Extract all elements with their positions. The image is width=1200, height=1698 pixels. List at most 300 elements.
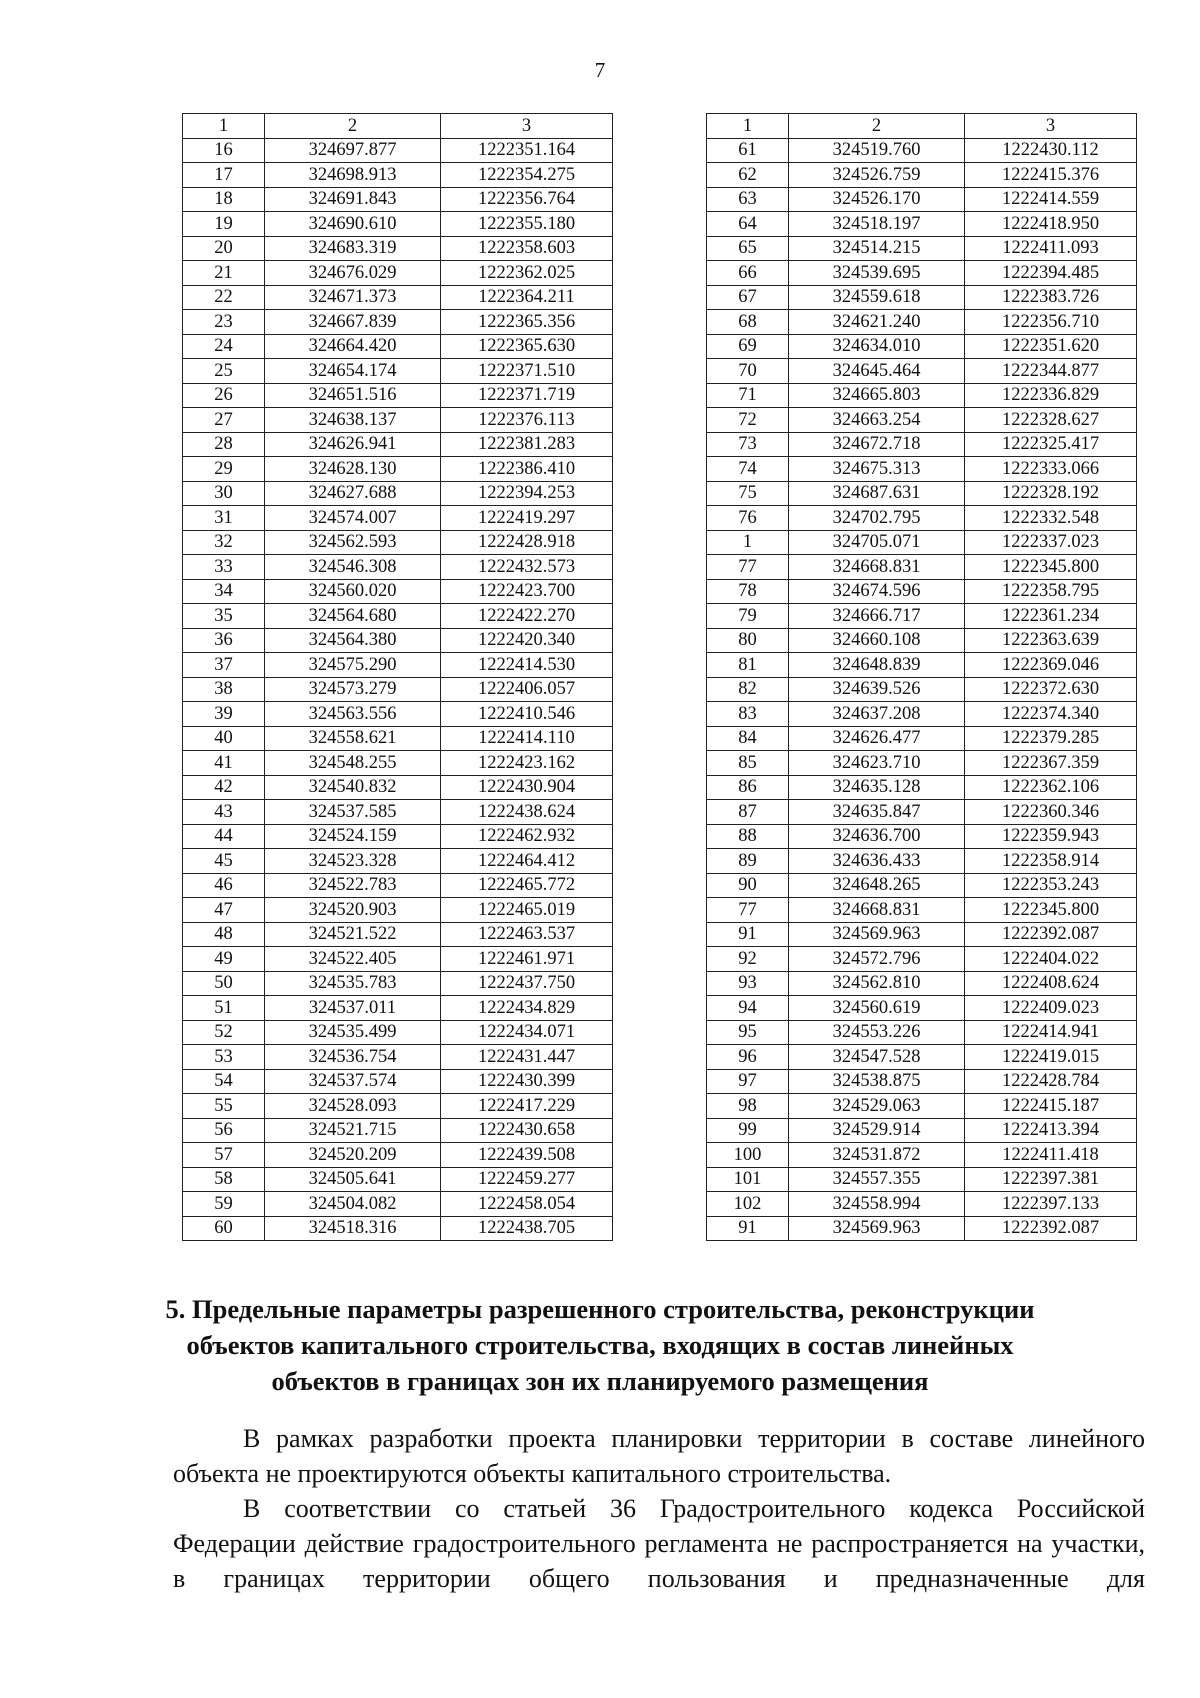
table-row <box>183 261 613 286</box>
coordinate-x: 324560.619 <box>789 996 965 1021</box>
coordinate-x: 324635.128 <box>789 775 965 800</box>
table-row <box>183 971 613 996</box>
coordinate-y: 1222417.229 <box>441 1094 613 1119</box>
point-number: 67 <box>707 285 789 310</box>
coordinate-x: 324636.700 <box>789 824 965 849</box>
coordinate-x: 324621.240 <box>789 310 965 335</box>
point-number: 70 <box>707 359 789 384</box>
point-number: 94 <box>707 996 789 1021</box>
coordinate-x: 324528.093 <box>265 1094 441 1119</box>
point-number: 57 <box>183 1143 265 1168</box>
coordinate-x: 324520.903 <box>265 898 441 923</box>
coordinate-x: 324672.718 <box>789 432 965 457</box>
coordinate-x: 324648.839 <box>789 653 965 678</box>
coordinate-y: 1222458.054 <box>441 1192 613 1217</box>
section-heading-line: объектов в границах зон их планируемого размещения <box>271 1366 929 1396</box>
coordinate-y: 1222418.950 <box>965 212 1137 237</box>
coordinate-y: 1222364.211 <box>441 285 613 310</box>
coordinate-x: 324535.783 <box>265 971 441 996</box>
coordinate-y: 1222415.376 <box>965 163 1137 188</box>
point-number: 69 <box>707 334 789 359</box>
table-row <box>707 506 1137 531</box>
table-row <box>183 212 613 237</box>
coordinate-y: 1222376.113 <box>441 408 613 433</box>
point-number: 55 <box>183 1094 265 1119</box>
table-row <box>183 775 613 800</box>
point-number: 74 <box>707 457 789 482</box>
coordinate-x: 324664.420 <box>265 334 441 359</box>
coordinate-y: 1222365.356 <box>441 310 613 335</box>
coordinate-x: 324504.082 <box>265 1192 441 1217</box>
table-row <box>183 1167 613 1192</box>
point-number: 35 <box>183 604 265 629</box>
coordinate-x: 324562.593 <box>265 530 441 555</box>
point-number: 34 <box>183 579 265 604</box>
point-number: 47 <box>183 898 265 923</box>
coordinate-y: 1222345.800 <box>965 898 1137 923</box>
table-row <box>707 1118 1137 1143</box>
table-row <box>707 408 1137 433</box>
coordinate-x: 324651.516 <box>265 383 441 408</box>
coordinate-x: 324635.847 <box>789 800 965 825</box>
table-row <box>183 873 613 898</box>
point-number: 86 <box>707 775 789 800</box>
point-number: 102 <box>707 1192 789 1217</box>
coordinate-y: 1222410.546 <box>441 702 613 727</box>
point-number: 38 <box>183 677 265 702</box>
point-number: 91 <box>707 922 789 947</box>
coordinate-y: 1222414.110 <box>441 726 613 751</box>
coordinate-y: 1222381.283 <box>441 432 613 457</box>
point-number: 79 <box>707 604 789 629</box>
point-number: 40 <box>183 726 265 751</box>
coordinate-x: 324529.914 <box>789 1118 965 1143</box>
coordinate-x: 324538.875 <box>789 1069 965 1094</box>
point-number: 56 <box>183 1118 265 1143</box>
table-row <box>707 383 1137 408</box>
point-number: 45 <box>183 849 265 874</box>
point-number: 21 <box>183 261 265 286</box>
point-number: 65 <box>707 236 789 261</box>
coordinate-x: 324665.803 <box>789 383 965 408</box>
coordinate-x: 324628.130 <box>265 457 441 482</box>
point-number: 24 <box>183 334 265 359</box>
coordinate-x: 324505.641 <box>265 1167 441 1192</box>
paragraph: В рамках разработки проекта планировки территории в составе линейного объекта не проектируются объекты капитального строительства. <box>173 1424 1145 1488</box>
point-number: 37 <box>183 653 265 678</box>
point-number: 22 <box>183 285 265 310</box>
coordinate-x: 324546.308 <box>265 555 441 580</box>
coordinate-x: 324683.319 <box>265 236 441 261</box>
coordinate-y: 1222414.559 <box>965 187 1137 212</box>
coordinate-y: 1222344.877 <box>965 359 1137 384</box>
point-number: 82 <box>707 677 789 702</box>
table-row <box>707 261 1137 286</box>
table-row <box>707 579 1137 604</box>
table-row <box>707 751 1137 776</box>
table-header-row <box>707 114 1137 139</box>
coordinate-x: 324526.170 <box>789 187 965 212</box>
table-row <box>707 212 1137 237</box>
table-row <box>183 702 613 727</box>
table-row <box>707 922 1137 947</box>
table-row <box>183 163 613 188</box>
coordinate-x: 324522.405 <box>265 947 441 972</box>
coordinate-y: 1222408.624 <box>965 971 1137 996</box>
coordinate-y: 1222414.941 <box>965 1020 1137 1045</box>
table-row <box>707 604 1137 629</box>
point-number: 92 <box>707 947 789 972</box>
coordinate-y: 1222432.573 <box>441 555 613 580</box>
table-row <box>707 800 1137 825</box>
section-heading <box>150 1291 1050 1399</box>
point-number: 77 <box>707 555 789 580</box>
point-number: 30 <box>183 481 265 506</box>
coordinate-x: 324569.963 <box>789 1216 965 1241</box>
coordinate-x: 324558.621 <box>265 726 441 751</box>
point-number: 85 <box>707 751 789 776</box>
coordinate-y: 1222371.510 <box>441 359 613 384</box>
table-row <box>707 236 1137 261</box>
table-row <box>707 1192 1137 1217</box>
column-header: 1 <box>707 114 789 139</box>
table-row <box>183 604 613 629</box>
table-row <box>183 334 613 359</box>
point-number: 96 <box>707 1045 789 1070</box>
table-row <box>183 579 613 604</box>
coordinate-y: 1222463.537 <box>441 922 613 947</box>
coordinate-x: 324636.433 <box>789 849 965 874</box>
coordinate-y: 1222414.530 <box>441 653 613 678</box>
coordinate-x: 324540.832 <box>265 775 441 800</box>
point-number: 63 <box>707 187 789 212</box>
point-number: 59 <box>183 1192 265 1217</box>
coordinate-x: 324654.174 <box>265 359 441 384</box>
coordinate-x: 324523.328 <box>265 849 441 874</box>
point-number: 88 <box>707 824 789 849</box>
coordinate-x: 324539.695 <box>789 261 965 286</box>
table-row <box>183 1045 613 1070</box>
coordinate-x: 324559.618 <box>789 285 965 310</box>
coordinate-y: 1222411.418 <box>965 1143 1137 1168</box>
table-row <box>183 236 613 261</box>
coordinate-y: 1222374.340 <box>965 702 1137 727</box>
body-text <box>173 1421 1145 1596</box>
coordinate-x: 324702.795 <box>789 506 965 531</box>
coordinate-x: 324564.680 <box>265 604 441 629</box>
coordinate-x: 324698.913 <box>265 163 441 188</box>
table-row <box>707 873 1137 898</box>
table-row <box>183 824 613 849</box>
point-number: 87 <box>707 800 789 825</box>
point-number: 72 <box>707 408 789 433</box>
point-number: 62 <box>707 163 789 188</box>
coordinate-x: 324521.715 <box>265 1118 441 1143</box>
coordinate-x: 324522.783 <box>265 873 441 898</box>
coordinate-x: 324663.254 <box>789 408 965 433</box>
coordinate-x: 324547.528 <box>789 1045 965 1070</box>
coordinate-y: 1222428.918 <box>441 530 613 555</box>
point-number: 46 <box>183 873 265 898</box>
point-number: 50 <box>183 971 265 996</box>
point-number: 23 <box>183 310 265 335</box>
coordinate-y: 1222365.630 <box>441 334 613 359</box>
point-number: 75 <box>707 481 789 506</box>
coordinate-x: 324518.197 <box>789 212 965 237</box>
coordinate-y: 1222333.066 <box>965 457 1137 482</box>
point-number: 81 <box>707 653 789 678</box>
coordinate-x: 324637.208 <box>789 702 965 727</box>
point-number: 26 <box>183 383 265 408</box>
table-row <box>707 824 1137 849</box>
point-number: 52 <box>183 1020 265 1045</box>
point-number: 54 <box>183 1069 265 1094</box>
coordinate-y: 1222351.620 <box>965 334 1137 359</box>
point-number: 1 <box>707 530 789 555</box>
point-number: 33 <box>183 555 265 580</box>
point-number: 36 <box>183 628 265 653</box>
coordinate-x: 324690.610 <box>265 212 441 237</box>
table-row <box>707 285 1137 310</box>
coordinate-x: 324705.071 <box>789 530 965 555</box>
coordinate-x: 324666.717 <box>789 604 965 629</box>
coordinate-y: 1222392.087 <box>965 922 1137 947</box>
point-number: 80 <box>707 628 789 653</box>
table-row <box>183 408 613 433</box>
table-row <box>707 163 1137 188</box>
point-number: 93 <box>707 971 789 996</box>
table-row <box>183 1143 613 1168</box>
coordinate-y: 1222409.023 <box>965 996 1137 1021</box>
table-row <box>707 334 1137 359</box>
coordinate-x: 324526.759 <box>789 163 965 188</box>
coordinate-y: 1222411.093 <box>965 236 1137 261</box>
coordinate-x: 324521.522 <box>265 922 441 947</box>
table-row <box>183 947 613 972</box>
point-number: 42 <box>183 775 265 800</box>
coordinate-x: 324557.355 <box>789 1167 965 1192</box>
table-row <box>183 800 613 825</box>
coordinate-x: 324638.137 <box>265 408 441 433</box>
coordinate-x: 324548.255 <box>265 751 441 776</box>
table-row <box>707 310 1137 335</box>
coordinate-x: 324518.316 <box>265 1216 441 1241</box>
coordinate-x: 324537.011 <box>265 996 441 1021</box>
coordinate-x: 324572.796 <box>789 947 965 972</box>
point-number: 17 <box>183 163 265 188</box>
coordinate-y: 1222367.359 <box>965 751 1137 776</box>
page-number: 7 <box>594 58 606 82</box>
coordinate-y: 1222356.764 <box>441 187 613 212</box>
section-heading-line: 5. Предельные параметры разрешенного строительства, реконструкции <box>165 1294 1035 1324</box>
coordinate-x: 324667.839 <box>265 310 441 335</box>
coordinate-y: 1222394.485 <box>965 261 1137 286</box>
coordinate-y: 1222430.658 <box>441 1118 613 1143</box>
coordinate-x: 324627.688 <box>265 481 441 506</box>
coordinate-y: 1222413.394 <box>965 1118 1137 1143</box>
coordinate-y: 1222369.046 <box>965 653 1137 678</box>
coordinate-y: 1222438.705 <box>441 1216 613 1241</box>
point-number: 61 <box>707 138 789 163</box>
point-number: 29 <box>183 457 265 482</box>
coordinate-x: 324675.313 <box>789 457 965 482</box>
table-row <box>183 1118 613 1143</box>
table-row <box>707 653 1137 678</box>
table-row <box>707 1045 1137 1070</box>
point-number: 66 <box>707 261 789 286</box>
point-number: 90 <box>707 873 789 898</box>
table-row <box>707 1216 1137 1241</box>
table-row <box>707 187 1137 212</box>
point-number: 60 <box>183 1216 265 1241</box>
point-number: 18 <box>183 187 265 212</box>
point-number: 58 <box>183 1167 265 1192</box>
coordinate-y: 1222439.508 <box>441 1143 613 1168</box>
table-row <box>183 383 613 408</box>
coordinate-y: 1222332.548 <box>965 506 1137 531</box>
coordinate-y: 1222462.932 <box>441 824 613 849</box>
coordinate-x: 324691.843 <box>265 187 441 212</box>
coordinate-y: 1222392.087 <box>965 1216 1137 1241</box>
coordinate-x: 324574.007 <box>265 506 441 531</box>
coordinate-x: 324520.209 <box>265 1143 441 1168</box>
coordinate-y: 1222337.023 <box>965 530 1137 555</box>
point-number: 98 <box>707 1094 789 1119</box>
point-number: 99 <box>707 1118 789 1143</box>
coordinate-y: 1222437.750 <box>441 971 613 996</box>
table-row <box>183 432 613 457</box>
table-row <box>707 1094 1137 1119</box>
coordinate-y: 1222354.275 <box>441 163 613 188</box>
coordinate-x: 324569.963 <box>789 922 965 947</box>
coordinate-y: 1222430.112 <box>965 138 1137 163</box>
table-row <box>183 751 613 776</box>
coordinate-y: 1222430.399 <box>441 1069 613 1094</box>
coordinate-y: 1222353.243 <box>965 873 1137 898</box>
coordinate-y: 1222465.772 <box>441 873 613 898</box>
coordinate-x: 324564.380 <box>265 628 441 653</box>
coordinate-y: 1222434.071 <box>441 1020 613 1045</box>
coordinate-y: 1222386.410 <box>441 457 613 482</box>
point-number: 83 <box>707 702 789 727</box>
table-row <box>707 726 1137 751</box>
coordinate-y: 1222383.726 <box>965 285 1137 310</box>
coordinate-y: 1222430.904 <box>441 775 613 800</box>
coordinate-y: 1222356.710 <box>965 310 1137 335</box>
table-row <box>183 922 613 947</box>
coordinate-x: 324660.108 <box>789 628 965 653</box>
coordinate-y: 1222363.639 <box>965 628 1137 653</box>
table-row <box>707 775 1137 800</box>
section-heading-line: объектов капитального строительства, входящих в состав линейных <box>186 1330 1014 1360</box>
table-row <box>183 138 613 163</box>
point-number: 49 <box>183 947 265 972</box>
coordinate-y: 1222358.914 <box>965 849 1137 874</box>
coordinate-y: 1222394.253 <box>441 481 613 506</box>
point-number: 100 <box>707 1143 789 1168</box>
coordinates-table-left <box>182 113 613 1241</box>
point-number: 77 <box>707 898 789 923</box>
coordinate-y: 1222336.829 <box>965 383 1137 408</box>
table-row <box>183 457 613 482</box>
coordinate-x: 324537.585 <box>265 800 441 825</box>
coordinate-x: 324536.754 <box>265 1045 441 1070</box>
coordinate-y: 1222397.381 <box>965 1167 1137 1192</box>
table-row <box>183 359 613 384</box>
coordinate-x: 324634.010 <box>789 334 965 359</box>
coordinate-y: 1222465.019 <box>441 898 613 923</box>
coordinate-y: 1222328.627 <box>965 408 1137 433</box>
point-number: 64 <box>707 212 789 237</box>
coordinate-x: 324626.941 <box>265 432 441 457</box>
coordinate-y: 1222423.700 <box>441 579 613 604</box>
table-row <box>707 432 1137 457</box>
table-row <box>707 898 1137 923</box>
coordinate-x: 324537.574 <box>265 1069 441 1094</box>
table-row <box>183 506 613 531</box>
coordinate-y: 1222325.417 <box>965 432 1137 457</box>
coordinate-y: 1222358.795 <box>965 579 1137 604</box>
coordinate-x: 324668.831 <box>789 555 965 580</box>
coordinate-y: 1222459.277 <box>441 1167 613 1192</box>
coordinate-x: 324674.596 <box>789 579 965 604</box>
coordinate-y: 1222428.784 <box>965 1069 1137 1094</box>
coordinate-x: 324553.226 <box>789 1020 965 1045</box>
point-number: 51 <box>183 996 265 1021</box>
table-row <box>707 971 1137 996</box>
coordinate-y: 1222358.603 <box>441 236 613 261</box>
point-number: 19 <box>183 212 265 237</box>
table-row <box>183 1069 613 1094</box>
coordinate-y: 1222438.624 <box>441 800 613 825</box>
coordinate-y: 1222362.106 <box>965 775 1137 800</box>
point-number: 39 <box>183 702 265 727</box>
point-number: 91 <box>707 1216 789 1241</box>
point-number: 25 <box>183 359 265 384</box>
point-number: 76 <box>707 506 789 531</box>
table-row <box>183 555 613 580</box>
coordinate-y: 1222362.025 <box>441 261 613 286</box>
coordinate-x: 324626.477 <box>789 726 965 751</box>
coordinate-x: 324575.290 <box>265 653 441 678</box>
point-number: 20 <box>183 236 265 261</box>
coordinates-table-right <box>706 113 1137 1241</box>
coordinate-y: 1222372.630 <box>965 677 1137 702</box>
coordinate-y: 1222404.022 <box>965 947 1137 972</box>
point-number: 73 <box>707 432 789 457</box>
point-number: 16 <box>183 138 265 163</box>
coordinate-y: 1222420.340 <box>441 628 613 653</box>
table-row <box>183 1020 613 1045</box>
coordinate-x: 324687.631 <box>789 481 965 506</box>
coordinate-x: 324560.020 <box>265 579 441 604</box>
table-row <box>183 996 613 1021</box>
coordinate-y: 1222361.234 <box>965 604 1137 629</box>
point-number: 27 <box>183 408 265 433</box>
column-header: 3 <box>965 114 1137 139</box>
point-number: 44 <box>183 824 265 849</box>
coordinate-y: 1222406.057 <box>441 677 613 702</box>
coordinate-x: 324676.029 <box>265 261 441 286</box>
column-header: 2 <box>789 114 965 139</box>
point-number: 97 <box>707 1069 789 1094</box>
column-header: 2 <box>265 114 441 139</box>
column-header: 3 <box>441 114 613 139</box>
table-row <box>183 898 613 923</box>
table-row <box>707 702 1137 727</box>
coordinate-x: 324639.526 <box>789 677 965 702</box>
table-row <box>707 677 1137 702</box>
